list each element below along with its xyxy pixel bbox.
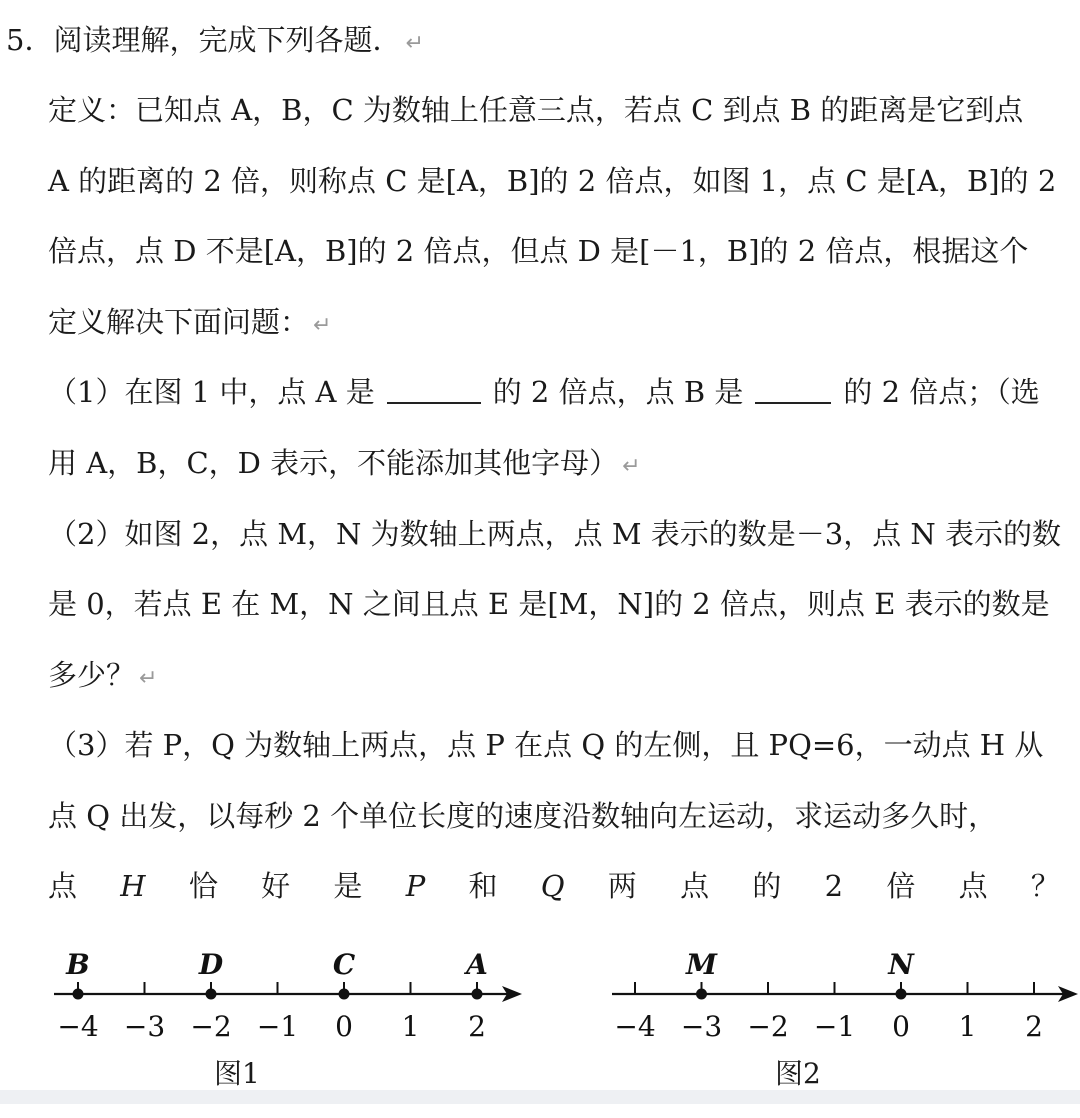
q3-word: 点 [48,869,78,903]
point-dot [339,989,350,1000]
problem-title [6,20,1060,60]
question-2-line-3: 多少？ ↵ [48,658,158,692]
definition-line-2: A 的距离的 2 倍，则称点 C 是[A，B]的 2 倍点，如图 1，点 C 是[A，B]的 2 [48,164,1057,198]
definition-line-3: 倍点，点 D 不是[A，B]的 2 倍点，但点 D 是[－1，B]的 2 倍点，根据这个 [48,234,1029,268]
question-2-line-1: （2）如图 2，点 M，N 为数轴上两点，点 M 表示的数是－3，点 N 表示的数 [48,517,1062,551]
tick-label: −4 [57,1010,99,1043]
tick-label: −1 [813,1010,856,1043]
return-mark-icon: ↵ [139,666,158,691]
q3-word: 点 [680,869,710,903]
q3-word: 好 [261,869,291,903]
point-label: C [332,948,356,981]
definition-line-1: 定义：已知点 A，B，C 为数轴上任意三点，若点 C 到点 B 的距离是它到点 [48,93,1024,127]
question-1-line-1: （1）在图 1 中，点 A 是 的 2 倍点，点 B 是 的 2 倍点；（选 [48,375,1040,409]
point-dot [472,989,483,1000]
answer-blank-2[interactable] [755,374,831,404]
point-label: D [198,948,224,981]
q3-word: 点 [958,869,988,903]
point-dot [73,989,84,1000]
tick-label: −3 [680,1010,723,1043]
q3-word: 的 [752,869,782,903]
point-dot [206,989,217,1000]
question-1-line-2: 用 A，B，C，D 表示，不能添加其他字母） ↵ [48,446,641,480]
definition-line-4: 定义解决下面问题： ↵ [48,305,332,339]
q3-word: 倍 [886,869,916,903]
point-label: N [888,948,914,981]
problem-title-text: 阅读理解，完成下列各题． [53,23,402,57]
point-dot [896,989,907,1000]
tick-label: 1 [401,1010,420,1043]
return-mark-icon: ↵ [622,454,641,479]
return-mark-icon: ↵ [313,313,332,338]
tick-label: 2 [468,1010,486,1043]
q3-word: ？ [1030,869,1060,903]
q3-word: P [405,869,426,903]
q3-word: 是 [333,869,363,903]
figure-1-caption: 图1 [214,1057,260,1090]
tick-label: 1 [958,1010,977,1043]
tick-label: −1 [256,1010,299,1043]
figure-1-number-line [40,940,540,1050]
q3-word: Q [540,869,565,903]
question-3-line-3 [48,866,1060,906]
figure-2-caption: 图2 [775,1057,821,1090]
q3-word: 恰 [188,869,218,903]
problem-number: 5． [6,23,54,57]
question-3-line-2: 点 Q 出发，以每秒 2 个单位长度的速度沿数轴向左运动，求运动多久时， [48,799,998,833]
point-label: A [466,948,488,981]
q3-word: 2 [824,869,844,903]
question-3-line-1: （3）若 P，Q 为数轴上两点，点 P 在点 Q 的左侧，且 PQ=6，一动点 H 从 [48,728,1044,762]
tick-label: −3 [123,1010,166,1043]
point-dot [696,989,707,1000]
point-label: B [66,948,90,981]
tick-label: −2 [190,1010,232,1043]
q3-word: 和 [468,869,498,903]
figure-2-number-line [598,940,1080,1050]
tick-label: −4 [614,1010,656,1043]
answer-blank-1[interactable] [387,374,481,404]
question-2-line-2: 是 0，若点 E 在 M，N 之间且点 E 是[M，N]的 2 倍点，则点 E 表示的数是 [48,587,1050,621]
tick-label: 0 [892,1010,910,1043]
tick-label: 0 [335,1010,353,1043]
tick-label: 2 [1025,1010,1043,1043]
return-mark-icon: ↵ [405,31,424,56]
tick-label: −2 [747,1010,789,1043]
point-label: M [686,948,717,981]
page-footer-strip [0,1090,1080,1104]
q3-word: 两 [607,869,637,903]
q3-word: H [120,869,146,903]
